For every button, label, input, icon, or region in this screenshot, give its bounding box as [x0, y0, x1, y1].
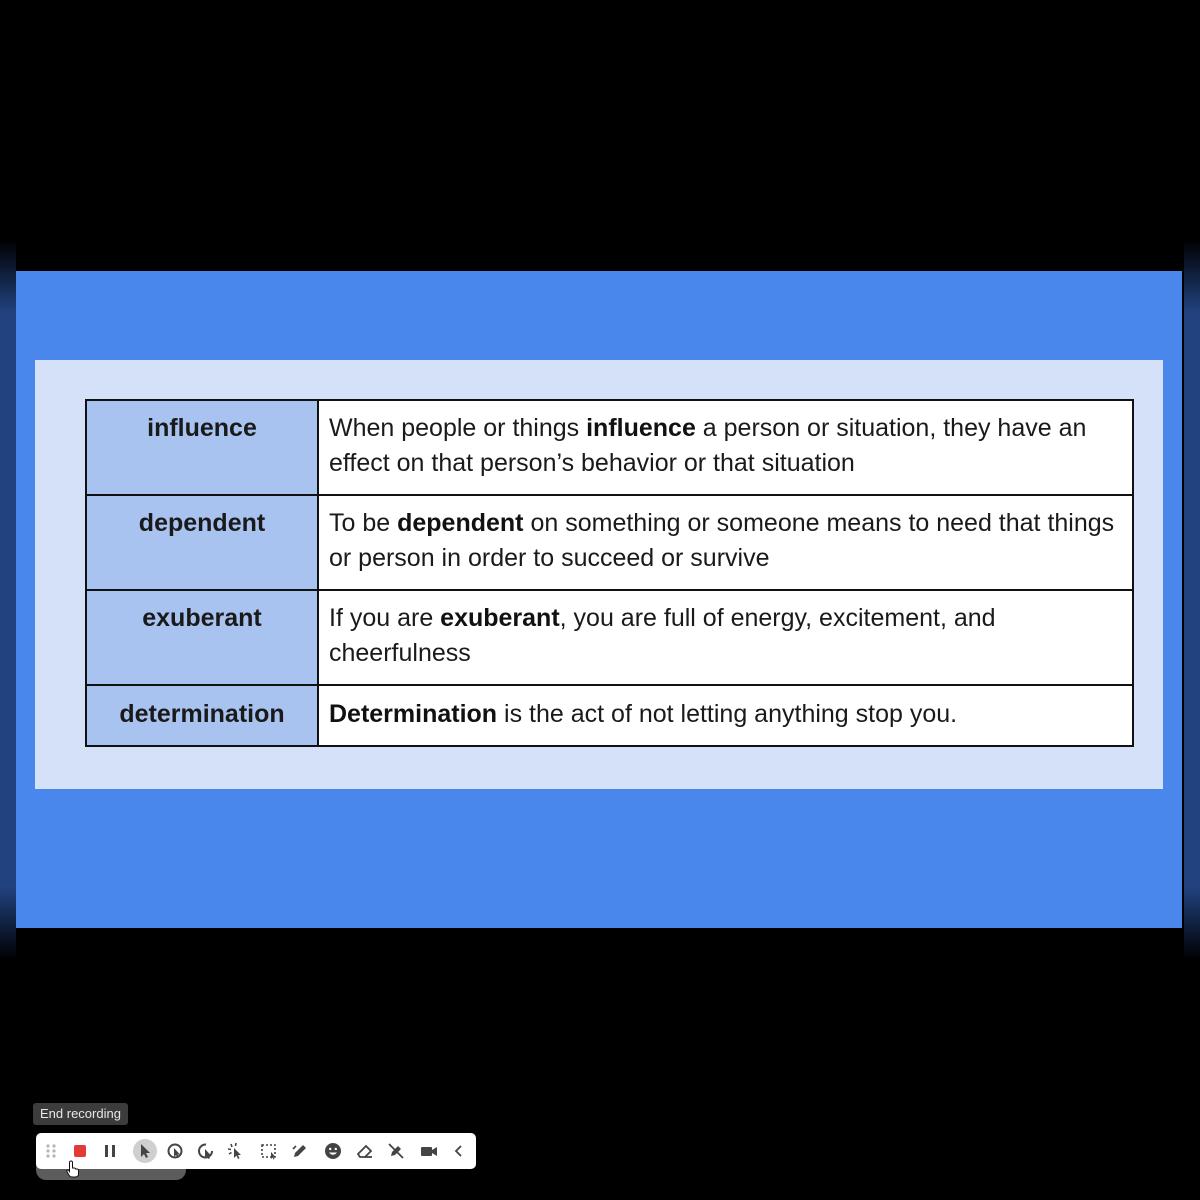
definition-keyword: Determination — [329, 700, 498, 728]
vocab-definition — [318, 495, 1133, 590]
pen-tool-button[interactable] — [288, 1139, 312, 1163]
click-effect-button[interactable] — [224, 1139, 248, 1163]
highlight-cursor-button[interactable] — [194, 1139, 218, 1163]
hand-cursor-icon — [66, 1160, 80, 1178]
eraser-icon — [355, 1141, 375, 1161]
pointer-tool-button[interactable] — [133, 1139, 157, 1163]
vocab-definition — [318, 400, 1133, 495]
definition-text: If you are — [329, 604, 441, 632]
stop-record-icon — [70, 1141, 90, 1161]
spotlight-icon — [166, 1141, 186, 1161]
vocabulary-table — [85, 399, 1134, 747]
clear-drawing-button[interactable] — [384, 1139, 408, 1163]
vocab-term: dependent — [86, 495, 318, 590]
click-effect-icon — [226, 1141, 246, 1161]
pause-button[interactable] — [98, 1139, 122, 1163]
vocabulary-panel — [35, 360, 1163, 789]
select-area-icon — [259, 1141, 279, 1161]
eraser-button[interactable] — [353, 1139, 377, 1163]
end-recording-tooltip: End recording — [33, 1103, 128, 1125]
definition-keyword: influence — [586, 414, 696, 442]
left-edge-glow — [0, 240, 16, 960]
table-row — [86, 685, 1133, 746]
collapse-toolbar-button[interactable] — [447, 1139, 471, 1163]
definition-text: a person or situation, they have an effect on that person’s behavior or that situation — [329, 414, 1087, 477]
definition-text: on something or someone means to need that things or person in order to succeed or survive — [329, 509, 1115, 572]
table-row — [86, 590, 1133, 685]
definition-keyword: exuberant — [440, 604, 560, 632]
vocab-definition — [318, 590, 1133, 685]
highlight-cursor-icon — [196, 1141, 216, 1161]
clear-icon — [386, 1141, 406, 1161]
definition-text: is the act of not letting anything stop you. — [497, 700, 958, 728]
definition-text: To be — [329, 509, 398, 537]
select-area-button[interactable] — [257, 1139, 281, 1163]
collapse-icon — [449, 1141, 469, 1161]
recorder-toolbar — [36, 1133, 476, 1169]
vocab-term: exuberant — [86, 590, 318, 685]
right-edge-glow — [1184, 240, 1200, 960]
definition-text: , you are full of energy, excitement, and cheerfulness — [329, 604, 996, 667]
drag-handle-icon[interactable] — [39, 1139, 63, 1163]
presentation-slide — [16, 271, 1182, 928]
emoji-button[interactable] — [321, 1139, 345, 1163]
camera-button[interactable] — [417, 1139, 441, 1163]
spotlight-tool-button[interactable] — [164, 1139, 188, 1163]
definition-text: When people or things — [329, 414, 587, 442]
emoji-icon — [323, 1141, 343, 1161]
table-row — [86, 495, 1133, 590]
vocab-term: determination — [86, 685, 318, 746]
definition-keyword: dependent — [397, 509, 524, 537]
camera-icon — [419, 1141, 439, 1161]
pause-icon — [100, 1141, 120, 1161]
vocab-term: influence — [86, 400, 318, 495]
vocab-definition — [318, 685, 1133, 746]
pointer-icon — [135, 1141, 155, 1161]
table-row — [86, 400, 1133, 495]
pen-icon — [290, 1141, 310, 1161]
